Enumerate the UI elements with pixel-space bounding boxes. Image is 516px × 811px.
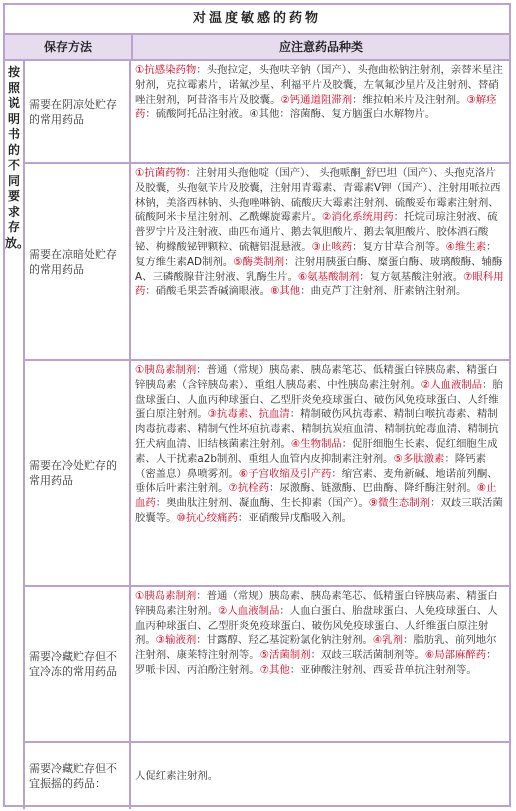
drug-list-cell (131, 587, 509, 741)
table-row (25, 164, 509, 361)
drug-category-label: ④生物制品 (290, 437, 342, 450)
drug-names-text: ：甘露醇、羟乙基淀粉氯化钠注射剂。 (196, 634, 373, 647)
drug-category-label: ④维生素 (445, 240, 487, 253)
drug-category-label: ⑩抗心绞痛药 (176, 511, 238, 524)
table-row (25, 587, 509, 743)
drug-list-cell (131, 61, 509, 162)
drug-names-text: ：胎盘球蛋白、人血丙种球蛋白、乙型肝炎免疫球蛋白、破伤风免疫球蛋白、人纤维蛋白原注射剂。 (135, 378, 503, 421)
drug-category-label: ⑤活菌制剂 (259, 649, 311, 662)
drug-category-label: ②消化系统用药 (322, 211, 394, 224)
drug-list-text (135, 590, 498, 676)
table-header (5, 35, 509, 61)
drug-list-cell (131, 743, 509, 809)
drug-category-label: ④乳剂 (372, 634, 404, 647)
drug-names-text: ：尿激酶、链激酶、巴曲酶、降纤酶注射剂。 (269, 482, 477, 495)
drug-list-text (135, 364, 503, 524)
drug-names-text: ：普通（常规）胰岛素、胰岛素笔芯、低精蛋白锌胰岛素、精蛋白锌胰岛素（含锌胰岛素）、重组人胰岛素、中性胰岛素注射剂。 (135, 364, 498, 391)
drug-list-cell (131, 164, 509, 359)
drug-names-text: ：脂肪乳、前列地尔注射剂、康莱特注射剂等。 (135, 634, 497, 662)
drug-names-text: ：普通（常规）胰岛素、胰岛素笔芯、低精蛋白锌胰岛素、精蛋白锌胰岛素注射剂。 (135, 590, 498, 617)
drug-names-text: ：复方维生素AD制剂。 (135, 240, 497, 268)
side-label: 按照说明书的不同要求存放。 (5, 61, 25, 809)
drug-category-label: ②人血液制品 (420, 378, 483, 391)
header-storage-method: 保存方法 (5, 35, 133, 59)
drug-list-cell (131, 361, 509, 585)
drug-names-text: ：托烷司琼注射液、硫普罗宁片及注射液、曲匹布通片、鹅去氧胆酸片、鹅去氧胆酸片、胶体酒石酸铋、枸橼酸铋钾颗粒、硫糖铝混悬液。 (135, 211, 498, 253)
drug-names-text: ：双歧三联活菌胶囊等。 (135, 497, 503, 524)
drug-names-text: ：罗哌卡因、丙泊酚注射剂。 (135, 649, 497, 676)
drug-names-text: ：降钙素（密盖息）鼻喷雾剂。 (135, 452, 487, 480)
drug-category-label: ③解痉药 (135, 93, 497, 121)
drug-names-text: ：曲克芦丁注射剂、肝素钠注射剂。 (300, 285, 467, 298)
drug-names-text: ：精制破伤风抗毒素、精制白喉抗毒素、精制肉毒抗毒素、精制气性坏疽抗毒素、精制抗炭疽血清、精制抗蛇毒血清、精制抗狂犬病血清、旧结核菌素注射剂。 (135, 408, 499, 450)
table-title: 对温度敏感的药物 (5, 5, 509, 35)
drug-names-text: ：维拉帕米片及注射剂。 (352, 93, 467, 106)
drug-category-label: ⑧止血药 (135, 482, 497, 510)
drug-category-label: ⑥局部麻醉药 (424, 649, 487, 662)
drug-category-label: ③抗毒素、抗血清 (207, 408, 290, 421)
header-drug-types: 应注意药品种类 (278, 40, 363, 54)
drug-category-label: ②人血液制品 (218, 604, 280, 617)
drug-category-label: ⑤多肽激素 (393, 452, 445, 465)
drug-names-text: ：人血白蛋白、胎盘球蛋白、人免疫球蛋白、人血丙种球蛋白、乙型肝炎免疫球蛋白、破伤风免疫球蛋白、人纤维蛋白原注射剂。 (135, 604, 498, 647)
drug-list-text (135, 167, 504, 297)
drug-category-label: ⑦眼科用药 (135, 270, 504, 298)
drug-category-label: ③输液剂 (155, 634, 197, 647)
drug-list-text (135, 769, 218, 784)
drug-names-text: ：奥曲肽注射剂、凝血酶、生长抑素（国产）。 (155, 497, 369, 510)
drug-names-text: ：亚硝酸异戊酯吸入剂。 (237, 511, 353, 524)
drug-names-text: ：硝酸毛果芸香碱滴眼液。 (145, 285, 271, 298)
drug-names-text: ：头孢拉定，头孢呋辛钠（国产）、头孢曲松钠注射剂，亲替米星注射剂，克拉霉素片，诺氟沙星、利福平片及胶囊，左氧氟沙星片及注射剂、替硝唑注射剂，阿昔洛韦片及胶囊。 (135, 64, 503, 106)
drug-category-label: ②钙通道阻滞剂 (280, 93, 353, 106)
drug-list-text (135, 64, 503, 120)
drug-category-label: ③止咳药 (311, 240, 353, 253)
drug-category-label: ⑦抗栓药 (228, 482, 270, 495)
drug-category-label: ①胰岛素制剂 (135, 364, 197, 376)
drug-category-label: ⑤酶类制剂 (233, 255, 285, 268)
drug-names-text: ：促肝细胞生长素、促红细胞生成素、人干扰素a2b制剂、重组人血管内皮抑制素注射剂。 (135, 437, 498, 465)
drug-names-text: ：双歧三联活菌制剂等。 (310, 649, 425, 662)
table-row (25, 743, 509, 809)
storage-method-cell: 需要冷藏贮存但不宜振摇的药品： (25, 743, 131, 809)
drug-category-label: ①胰岛素制剂 (135, 590, 197, 602)
table-row (25, 361, 509, 587)
storage-method-cell: 需要在冷处贮存的常用药品 (25, 361, 131, 585)
storage-method-cell: 需要冷藏贮存但不宜冷冻的常用药品 (25, 587, 131, 741)
drug-names-text: ：注射用头孢他啶（国产）、 头孢哌酮_舒巴坦（国产）、头孢克洛片及胶囊，头孢氨苄片及胶囊，注射用青霉素、青霉素V钾（国产）、注射用哌拉西林钠，美洛西林钠、头孢唑啉钠、硫酸庆大霉素注射剂、硫酸妥布霉素注射剂、硫酸阿米卡星注射剂、乙酰螺旋霉素片。 (135, 167, 501, 224)
table-row (25, 61, 509, 164)
storage-method-cell: 需要在凉暗处贮存的常用药品 (25, 164, 131, 359)
drug-category-label: ①抗菌药物 (135, 167, 186, 179)
drug-names-text: ：亚砷酸注射剂、西妥昔单抗注射剂等。 (289, 663, 477, 676)
drug-names-text: ：缩宫素、麦角新碱、地诺前列酮、垂体后叶素注射剂。 (135, 467, 498, 495)
drug-names-text: ：复方甘草合剂等。 (352, 240, 446, 253)
drug-category-label: ⑥氨基酸制剂 (297, 270, 360, 283)
table-rows (25, 61, 509, 809)
drug-category-label: ①抗感染药物 (135, 64, 197, 76)
drug-names-text: 人促红素注射剂。 (135, 769, 219, 782)
drug-category-label: ⑦其他 (259, 663, 290, 676)
drug-category-label: ⑨微生态制剂 (368, 497, 431, 510)
drug-category-label: ⑥子宫收缩及引产药 (238, 467, 332, 480)
drug-storage-table (3, 3, 511, 807)
drug-names-text: ：硫酸阿托品注射液。④其他：溶菌酶、复方脑蛋白水解物片。 (145, 108, 436, 121)
drug-names-text: ：复方氨基酸注射液。 (359, 270, 464, 283)
storage-method-cell: 需要在阴凉处贮存的常用药品 (25, 61, 131, 162)
drug-names-text: ：注射用胰蛋白酶、糜蛋白酶、玻璃酸酶、辅酶A、三磷酸腺苷注射液、乳酶生片。 (135, 255, 503, 283)
table-body (5, 61, 509, 809)
drug-category-label: ⑧其他 (270, 285, 301, 298)
